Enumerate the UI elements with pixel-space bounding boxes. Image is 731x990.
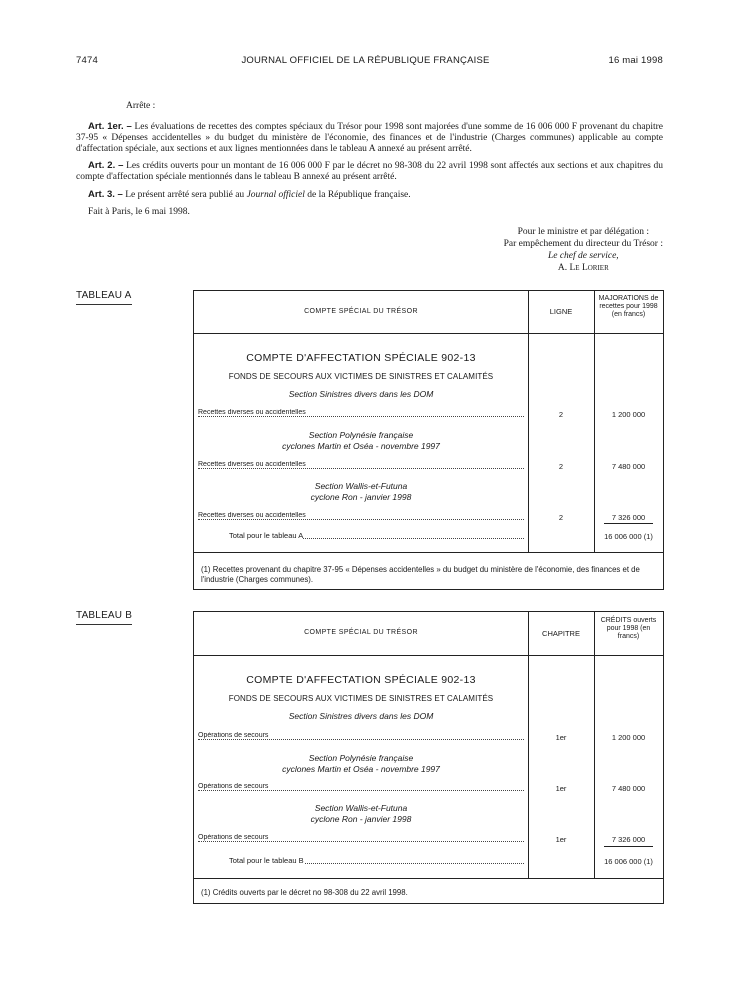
row-3-ligne: 2 — [558, 513, 564, 522]
col-header-majorations: MAJORATIONS de recettes pour 1998 (en francs) — [598, 295, 659, 318]
row-3-leader — [198, 841, 524, 842]
col-header-ligne: LIGNE — [549, 307, 573, 316]
row-3-amount: 7 326 000 — [611, 835, 646, 844]
footnote: (1) Crédits ouverts par le décret no 98-308 du 22 avril 1998. — [201, 888, 408, 897]
section-wallis — [194, 481, 528, 503]
section-wallis-line-1: Section Wallis-et-Futuna — [314, 803, 408, 813]
sum-rule — [604, 523, 653, 524]
article-3-text-before: Le présent arrêté sera publié au — [125, 190, 245, 200]
total-amount: 16 006 000 (1) — [604, 532, 653, 541]
row-2-leader — [198, 790, 524, 791]
signature-line-3: Le chef de service, — [547, 251, 619, 261]
tableau-a-label-text: TABLEAU A — [76, 290, 132, 301]
section-wallis — [194, 803, 528, 825]
col-header-compte: COMPTE SPÉCIAL DU TRÉSOR — [304, 308, 418, 315]
article-3-journal: Journal officiel — [246, 190, 305, 200]
article-2-label: Art. 2. – — [88, 160, 124, 171]
row-1-label: Opérations de secours — [198, 732, 269, 739]
total-label: Total pour le tableau A — [229, 531, 304, 540]
total-amount: 16 006 000 (1) — [604, 857, 653, 866]
col-header-credits: CRÉDITS ouverts pour 1998 (en francs) — [600, 617, 657, 640]
row-3-label: Recettes diverses ou accidentelles — [198, 512, 306, 519]
tableau-b-underline — [76, 624, 132, 625]
row-2-amount: 7 480 000 — [611, 462, 646, 471]
footnote: (1) Recettes provenant du chapitre 37-95 « Dépenses accidentelles » du budget du ministère de l'économie, des finances et de l'industrie (Charges communes). — [201, 565, 640, 584]
row-2-leader — [198, 468, 524, 469]
article-3-text-after: de la République française. — [307, 190, 411, 200]
tableau-a-label — [76, 290, 132, 301]
article-3 — [76, 189, 663, 201]
article-1-text: Les évaluations de recettes des comptes spéciaux du Trésor pour 1998 sont majorées d'une somme de 16 006 000 F provenant du chapitre 37-95 « Dépenses accidentelles » du budget du ministère de l'économie, des finances et de l'industrie (Charges communes) applicable au compte d'affectation spéciale, aux sections et aux lignes mentionnées dans le tableau A annexé au présent arrêté. — [76, 122, 664, 154]
article-1-label: Art. 1er. – — [88, 121, 132, 132]
header-rule — [194, 655, 663, 656]
row-1-chapitre: 1er — [555, 733, 567, 742]
col-header-chapitre: CHAPITRE — [542, 629, 580, 638]
col-header-compte: COMPTE SPÉCIAL DU TRÉSOR — [304, 629, 418, 636]
arrete-heading: Arrête : — [126, 101, 156, 111]
signature-name: A. Le Lorier — [557, 263, 609, 273]
row-2-ligne: 2 — [558, 462, 564, 471]
tableau-a-underline — [76, 304, 132, 305]
fait-a-paris: Fait à Paris, le 6 mai 1998. — [88, 207, 190, 217]
row-2-label: Recettes diverses ou accidentelles — [198, 461, 306, 468]
section-polynesie-line-2: cyclones Martin et Oséa - novembre 1997 — [282, 441, 440, 451]
account-title: COMPTE D'AFFECTATION SPÉCIALE 902-13 — [246, 674, 476, 686]
total-label: Total pour le tableau B — [229, 856, 304, 865]
article-2 — [76, 160, 663, 183]
footer-rule — [194, 552, 663, 553]
row-3-amount: 7 326 000 — [611, 513, 646, 522]
journal-title: JOURNAL OFFICIEL DE LA RÉPUBLIQUE FRANÇAISE — [241, 55, 490, 66]
section-wallis-line-1: Section Wallis-et-Futuna — [314, 481, 408, 491]
section-polynesie — [194, 753, 528, 775]
issue-date: 16 mai 1998 — [608, 55, 663, 66]
row-1-amount: 1 200 000 — [611, 733, 646, 742]
page-number: 7474 — [76, 55, 98, 66]
section-dom: Section Sinistres divers dans les DOM — [288, 711, 434, 721]
article-2-text: Les crédits ouverts pour un montant de 16 006 000 F par le décret no 98-308 du 22 avril 1998 sont affectés aux sections et aux chapitres du compte d'affectation spéciale mentionnés dans le tableau B annexé au présent arrêté. — [76, 161, 663, 182]
row-2-label: Opérations de secours — [198, 783, 269, 790]
header-rule — [194, 333, 663, 334]
sum-rule — [604, 846, 653, 847]
signature-line-2: Par empêchement du directeur du Trésor : — [503, 239, 663, 249]
article-3-label: Art. 3. – — [88, 189, 123, 200]
footer-rule — [194, 878, 663, 879]
section-wallis-line-2: cyclone Ron - janvier 1998 — [310, 814, 412, 824]
section-polynesie-line-1: Section Polynésie française — [308, 753, 414, 763]
account-title: COMPTE D'AFFECTATION SPÉCIALE 902-13 — [246, 352, 476, 364]
section-polynesie-line-2: cyclones Martin et Oséa - novembre 1997 — [282, 764, 440, 774]
tableau-a — [193, 290, 664, 590]
row-2-amount: 7 480 000 — [611, 784, 646, 793]
row-2-chapitre: 1er — [555, 784, 567, 793]
signature-line-1: Pour le ministre et par délégation : — [517, 227, 650, 237]
row-3-label: Opérations de secours — [198, 834, 269, 841]
row-1-label: Recettes diverses ou accidentelles — [198, 409, 306, 416]
row-1-amount: 1 200 000 — [611, 410, 646, 419]
fund-title: FONDS DE SECOURS AUX VICTIMES DE SINISTRES ET CALAMITÉS — [228, 694, 494, 703]
section-wallis-line-2: cyclone Ron - janvier 1998 — [310, 492, 412, 502]
row-3-chapitre: 1er — [555, 835, 567, 844]
row-1-ligne: 2 — [558, 410, 564, 419]
tableau-b-label — [76, 610, 132, 621]
article-1 — [76, 121, 663, 155]
signature-block — [504, 226, 663, 274]
section-polynesie — [194, 430, 528, 452]
row-3-leader — [198, 519, 524, 520]
tableau-b-label-text: TABLEAU B — [76, 610, 133, 621]
fund-title: FONDS DE SECOURS AUX VICTIMES DE SINISTRES ET CALAMITÉS — [228, 372, 494, 381]
tableau-b — [193, 611, 664, 904]
row-1-leader — [198, 416, 524, 417]
section-dom: Section Sinistres divers dans les DOM — [288, 389, 434, 399]
section-polynesie-line-1: Section Polynésie française — [308, 430, 414, 440]
row-1-leader — [198, 739, 524, 740]
